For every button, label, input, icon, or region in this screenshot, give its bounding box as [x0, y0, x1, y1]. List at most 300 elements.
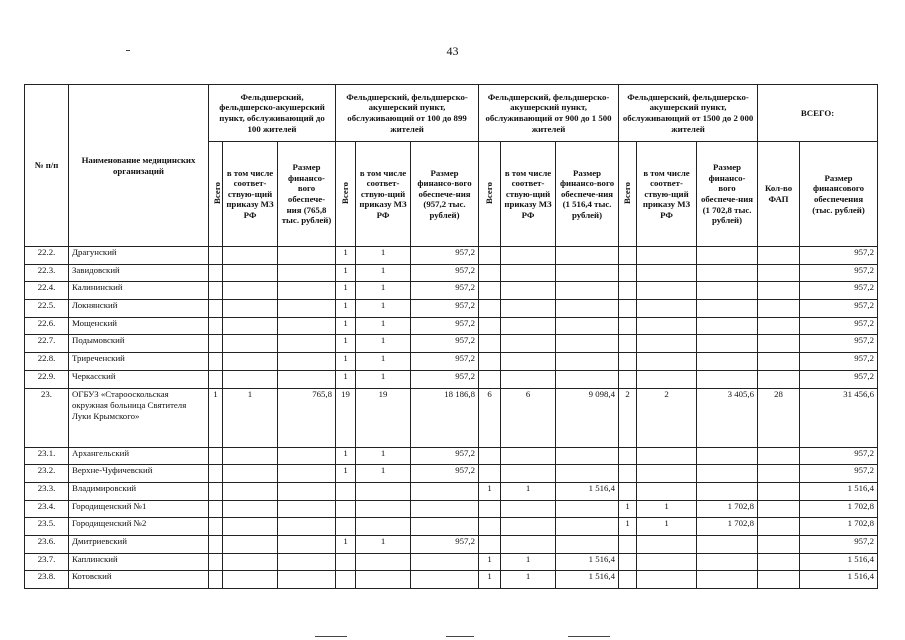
funding-amount: 957,2 — [411, 317, 479, 335]
org-name: Калининский — [69, 282, 209, 300]
table-row — [25, 571, 878, 589]
funding-amount: 957,2 — [411, 353, 479, 371]
count-total — [336, 482, 356, 500]
count-total — [619, 482, 637, 500]
count-accordance — [501, 247, 556, 265]
fap-count — [758, 282, 800, 300]
count-total — [209, 482, 223, 500]
count-accordance: 1 — [223, 388, 278, 447]
funding-total: 1 516,4 — [800, 571, 878, 589]
page-number: 43 — [446, 44, 459, 58]
funding-amount: 1 516,4 — [556, 571, 619, 589]
table-row — [25, 447, 878, 465]
org-name: Завидовский — [69, 264, 209, 282]
funding-amount — [697, 465, 758, 483]
funding-total: 957,2 — [800, 370, 878, 388]
count-total — [619, 553, 637, 571]
count-total — [619, 465, 637, 483]
header-kol-fap: Кол-во ФАП — [758, 142, 800, 247]
row-number: 22.9. — [25, 370, 69, 388]
count-accordance — [637, 264, 697, 282]
funding-amount — [411, 482, 479, 500]
org-name: Котовский — [69, 571, 209, 589]
count-total — [209, 553, 223, 571]
funding-amount — [278, 282, 336, 300]
funding-amount — [697, 300, 758, 318]
org-name: Каплинский — [69, 553, 209, 571]
count-total: 1 — [479, 482, 501, 500]
count-accordance: 1 — [356, 300, 411, 318]
org-name: Владимировский — [69, 482, 209, 500]
funding-amount — [278, 247, 336, 265]
count-accordance — [637, 447, 697, 465]
header-fin-4: Размер финансо-вого обеспече-ния (1 702,8 тыс. рублей) — [697, 142, 758, 247]
table-row — [25, 300, 878, 318]
row-number: 23.4. — [25, 500, 69, 518]
funding-amount — [278, 300, 336, 318]
table-row — [25, 553, 878, 571]
funding-amount — [278, 447, 336, 465]
count-total — [209, 317, 223, 335]
count-total — [479, 518, 501, 536]
count-total — [479, 264, 501, 282]
funding-amount — [278, 482, 336, 500]
count-accordance — [356, 518, 411, 536]
count-accordance — [501, 465, 556, 483]
funding-amount — [556, 353, 619, 371]
scan-mark — [446, 636, 474, 637]
count-accordance: 1 — [356, 465, 411, 483]
funding-total: 957,2 — [800, 465, 878, 483]
count-total — [479, 317, 501, 335]
count-total — [619, 447, 637, 465]
count-accordance: 1 — [356, 317, 411, 335]
count-accordance — [356, 482, 411, 500]
count-accordance — [637, 353, 697, 371]
count-total: 1 — [336, 300, 356, 318]
table-row — [25, 388, 878, 447]
count-accordance — [501, 335, 556, 353]
count-total — [619, 300, 637, 318]
funding-amount — [411, 500, 479, 518]
count-total: 1 — [336, 247, 356, 265]
funding-total: 957,2 — [800, 264, 878, 282]
count-accordance — [223, 500, 278, 518]
row-number: 23.5. — [25, 518, 69, 536]
header-vsego-4: Всего — [619, 142, 637, 247]
count-accordance: 19 — [356, 388, 411, 447]
count-accordance — [501, 535, 556, 553]
funding-amount: 1 702,8 — [697, 518, 758, 536]
funding-total: 957,2 — [800, 282, 878, 300]
count-total — [209, 518, 223, 536]
count-accordance — [223, 370, 278, 388]
count-total: 1 — [619, 518, 637, 536]
count-accordance — [223, 518, 278, 536]
count-accordance: 1 — [356, 247, 411, 265]
count-total: 1 — [336, 447, 356, 465]
header-accordance-3: в том числе соответ-ствую-щий приказу МЗ РФ — [501, 142, 556, 247]
funding-total: 957,2 — [800, 300, 878, 318]
count-total: 6 — [479, 388, 501, 447]
org-name: Архангельский — [69, 447, 209, 465]
header-total-group: ВСЕГО: — [758, 85, 878, 142]
funding-amount: 1 516,4 — [556, 553, 619, 571]
table-row — [25, 370, 878, 388]
count-total — [479, 465, 501, 483]
count-accordance — [501, 317, 556, 335]
funding-amount — [556, 247, 619, 265]
funding-amount — [411, 518, 479, 536]
funding-amount: 957,2 — [411, 370, 479, 388]
funding-amount: 765,8 — [278, 388, 336, 447]
funding-amount — [697, 353, 758, 371]
count-accordance — [223, 300, 278, 318]
funding-total: 957,2 — [800, 447, 878, 465]
fap-count — [758, 553, 800, 571]
funding-amount — [556, 535, 619, 553]
count-total — [336, 571, 356, 589]
row-number: 23.2. — [25, 465, 69, 483]
funding-total: 957,2 — [800, 335, 878, 353]
org-name: Мощенский — [69, 317, 209, 335]
funding-amount — [278, 535, 336, 553]
funding-amount: 957,2 — [411, 282, 479, 300]
org-name: Драгунский — [69, 247, 209, 265]
header-vsego-3: Всего — [479, 142, 501, 247]
funding-amount — [556, 447, 619, 465]
count-total: 2 — [619, 388, 637, 447]
funding-total: 957,2 — [800, 247, 878, 265]
count-accordance: 1 — [501, 482, 556, 500]
table-row — [25, 465, 878, 483]
row-number: 22.7. — [25, 335, 69, 353]
funding-amount: 1 516,4 — [556, 482, 619, 500]
funding-amount — [556, 282, 619, 300]
row-number: 23. — [25, 388, 69, 447]
count-total — [479, 500, 501, 518]
funding-amount: 3 405,6 — [697, 388, 758, 447]
org-name: Верхне-Чуфичевский — [69, 465, 209, 483]
fap-count — [758, 535, 800, 553]
count-total: 1 — [619, 500, 637, 518]
table-row — [25, 500, 878, 518]
funding-amount — [697, 247, 758, 265]
funding-amount — [278, 353, 336, 371]
count-accordance: 1 — [637, 500, 697, 518]
fap-count — [758, 500, 800, 518]
row-number: 23.6. — [25, 535, 69, 553]
header-accordance-1: в том числе соответ-ствую-щий приказу МЗ РФ — [223, 142, 278, 247]
row-number: 22.4. — [25, 282, 69, 300]
count-total — [619, 247, 637, 265]
count-accordance — [637, 553, 697, 571]
funding-amount — [556, 465, 619, 483]
count-accordance: 2 — [637, 388, 697, 447]
count-total — [619, 317, 637, 335]
table-row — [25, 353, 878, 371]
funding-amount — [278, 465, 336, 483]
header-fin-3: Размер финансо-вого обеспече-ния (1 516,4 тыс. рублей) — [556, 142, 619, 247]
org-name: Городищенский №1 — [69, 500, 209, 518]
funding-amount — [697, 553, 758, 571]
count-accordance — [637, 317, 697, 335]
count-total — [619, 535, 637, 553]
count-total: 1 — [336, 465, 356, 483]
count-accordance — [637, 571, 697, 589]
funding-amount — [278, 500, 336, 518]
count-accordance — [223, 465, 278, 483]
count-accordance: 1 — [356, 353, 411, 371]
header-name: Наименование медицинских организаций — [69, 85, 209, 247]
header-fin-1: Размер финансо-вого обеспече-ния (765,8 тыс. рублей) — [278, 142, 336, 247]
header-group-1: Фельдшерский, фельдшерско-акушерский пункт, обслуживающий до 100 жителей — [209, 85, 336, 142]
count-accordance — [637, 535, 697, 553]
table-row — [25, 518, 878, 536]
funding-amount — [697, 335, 758, 353]
count-total — [336, 553, 356, 571]
scan-mark — [126, 50, 130, 51]
funding-amount — [697, 264, 758, 282]
count-total — [209, 370, 223, 388]
funding-amount: 957,2 — [411, 447, 479, 465]
scan-mark — [315, 636, 347, 637]
table-row — [25, 317, 878, 335]
org-name: Городищенский №2 — [69, 518, 209, 536]
count-accordance — [223, 571, 278, 589]
count-accordance — [223, 264, 278, 282]
count-total — [336, 518, 356, 536]
count-accordance — [501, 300, 556, 318]
org-name: Локнянский — [69, 300, 209, 318]
funding-amount — [697, 447, 758, 465]
fap-count — [758, 465, 800, 483]
row-number: 22.2. — [25, 247, 69, 265]
funding-amount — [556, 317, 619, 335]
count-accordance — [501, 370, 556, 388]
funding-amount: 9 098,4 — [556, 388, 619, 447]
funding-amount — [556, 264, 619, 282]
count-accordance — [501, 518, 556, 536]
org-name: Дмитриевский — [69, 535, 209, 553]
fap-count — [758, 518, 800, 536]
header-group-3: Фельдшерский, фельдшерско-акушерский пункт, обслуживающий от 900 до 1 500 жителей — [479, 85, 619, 142]
org-name: Черкасский — [69, 370, 209, 388]
funding-amount — [278, 264, 336, 282]
fap-count — [758, 317, 800, 335]
funding-amount: 957,2 — [411, 335, 479, 353]
scan-mark — [568, 636, 610, 637]
count-accordance — [637, 482, 697, 500]
count-total — [619, 282, 637, 300]
count-accordance — [637, 282, 697, 300]
fap-table — [24, 84, 878, 589]
count-total — [336, 500, 356, 518]
table-row — [25, 247, 878, 265]
header-num: № п/п — [25, 85, 69, 247]
funding-amount — [697, 535, 758, 553]
funding-amount — [697, 317, 758, 335]
row-number: 23.3. — [25, 482, 69, 500]
funding-total: 1 702,8 — [800, 518, 878, 536]
count-total — [619, 571, 637, 589]
fap-count — [758, 335, 800, 353]
fap-count — [758, 571, 800, 589]
count-total: 1 — [336, 535, 356, 553]
row-number: 22.6. — [25, 317, 69, 335]
count-total — [209, 264, 223, 282]
header-fin-2: Размер финансо-вого обеспече-ния (957,2 тыс. рублей) — [411, 142, 479, 247]
header-group-4: Фельдшерский, фельдшерско-акушерский пункт, обслуживающий от 1500 до 2 000 жителей — [619, 85, 758, 142]
count-total — [479, 370, 501, 388]
funding-amount: 957,2 — [411, 264, 479, 282]
funding-amount: 957,2 — [411, 300, 479, 318]
funding-amount — [697, 282, 758, 300]
count-total: 1 — [336, 370, 356, 388]
count-accordance — [501, 264, 556, 282]
count-total — [209, 447, 223, 465]
count-total — [209, 535, 223, 553]
count-accordance — [501, 500, 556, 518]
count-accordance — [637, 335, 697, 353]
count-total — [209, 247, 223, 265]
count-accordance — [356, 553, 411, 571]
funding-amount — [697, 482, 758, 500]
count-total: 1 — [209, 388, 223, 447]
count-accordance — [501, 282, 556, 300]
count-total — [209, 465, 223, 483]
count-accordance — [637, 370, 697, 388]
count-total — [479, 447, 501, 465]
count-accordance — [637, 465, 697, 483]
funding-total: 957,2 — [800, 535, 878, 553]
count-accordance — [223, 353, 278, 371]
funding-total: 1 702,8 — [800, 500, 878, 518]
header-row-groups — [25, 85, 878, 142]
funding-total: 1 516,4 — [800, 553, 878, 571]
funding-amount: 1 702,8 — [697, 500, 758, 518]
count-accordance — [356, 571, 411, 589]
count-accordance: 1 — [501, 571, 556, 589]
count-accordance: 6 — [501, 388, 556, 447]
row-number: 22.5. — [25, 300, 69, 318]
count-accordance: 1 — [356, 447, 411, 465]
funding-amount — [556, 300, 619, 318]
funding-amount — [556, 518, 619, 536]
count-accordance — [223, 247, 278, 265]
row-number: 23.7. — [25, 553, 69, 571]
row-number: 22.8. — [25, 353, 69, 371]
count-total — [479, 335, 501, 353]
count-total: 1 — [336, 264, 356, 282]
count-accordance — [501, 447, 556, 465]
funding-amount — [278, 571, 336, 589]
count-total — [619, 370, 637, 388]
count-accordance: 1 — [356, 370, 411, 388]
org-name: Триреченский — [69, 353, 209, 371]
funding-total: 957,2 — [800, 317, 878, 335]
count-total — [209, 300, 223, 318]
row-number: 22.3. — [25, 264, 69, 282]
count-accordance — [223, 535, 278, 553]
header-accordance-4: в том числе соответ-ствую-щий приказу МЗ РФ — [637, 142, 697, 247]
count-total — [479, 247, 501, 265]
row-number: 23.1. — [25, 447, 69, 465]
count-total: 1 — [336, 282, 356, 300]
count-accordance — [223, 482, 278, 500]
count-total: 1 — [479, 553, 501, 571]
fap-count: 28 — [758, 388, 800, 447]
fap-count — [758, 247, 800, 265]
table-row — [25, 264, 878, 282]
funding-total: 31 456,6 — [800, 388, 878, 447]
fap-count — [758, 300, 800, 318]
table-row — [25, 482, 878, 500]
org-name: ОГБУЗ «Старооскольская окружная больница Святителя Луки Крымского» — [69, 388, 209, 447]
count-accordance — [223, 447, 278, 465]
count-total — [209, 571, 223, 589]
table-row — [25, 535, 878, 553]
count-accordance — [356, 500, 411, 518]
header-accordance-2: в том числе соответ-ствую-щий приказу МЗ РФ — [356, 142, 411, 247]
funding-amount — [697, 370, 758, 388]
count-accordance — [223, 282, 278, 300]
org-name: Подымовский — [69, 335, 209, 353]
funding-amount — [278, 553, 336, 571]
count-accordance — [223, 317, 278, 335]
count-total: 19 — [336, 388, 356, 447]
table-row — [25, 335, 878, 353]
count-total: 1 — [479, 571, 501, 589]
count-accordance: 1 — [356, 335, 411, 353]
funding-amount — [278, 317, 336, 335]
count-accordance: 1 — [356, 264, 411, 282]
header-vsego-2: Всего — [336, 142, 356, 247]
count-total: 1 — [336, 353, 356, 371]
count-accordance — [637, 247, 697, 265]
count-total — [479, 282, 501, 300]
count-total — [479, 535, 501, 553]
count-accordance: 1 — [356, 282, 411, 300]
count-accordance — [637, 300, 697, 318]
count-total — [209, 335, 223, 353]
funding-amount — [278, 335, 336, 353]
count-accordance — [501, 353, 556, 371]
fap-count — [758, 482, 800, 500]
header-group-2: Фельдшерский, фельдшерско-акушерский пункт, обслуживающий от 100 до 899 жителей — [336, 85, 479, 142]
count-accordance: 1 — [356, 535, 411, 553]
funding-amount — [278, 518, 336, 536]
funding-amount: 18 186,8 — [411, 388, 479, 447]
count-accordance — [223, 335, 278, 353]
table-body — [25, 247, 878, 589]
fap-count — [758, 370, 800, 388]
header-vsego-1: Всего — [209, 142, 223, 247]
count-accordance — [223, 553, 278, 571]
count-total — [479, 300, 501, 318]
count-total: 1 — [336, 317, 356, 335]
row-number: 23.8. — [25, 571, 69, 589]
funding-amount — [411, 553, 479, 571]
fap-count — [758, 447, 800, 465]
funding-amount: 957,2 — [411, 535, 479, 553]
count-total — [209, 282, 223, 300]
count-accordance: 1 — [501, 553, 556, 571]
funding-amount — [556, 335, 619, 353]
funding-amount — [556, 370, 619, 388]
count-accordance: 1 — [637, 518, 697, 536]
count-total: 1 — [336, 335, 356, 353]
